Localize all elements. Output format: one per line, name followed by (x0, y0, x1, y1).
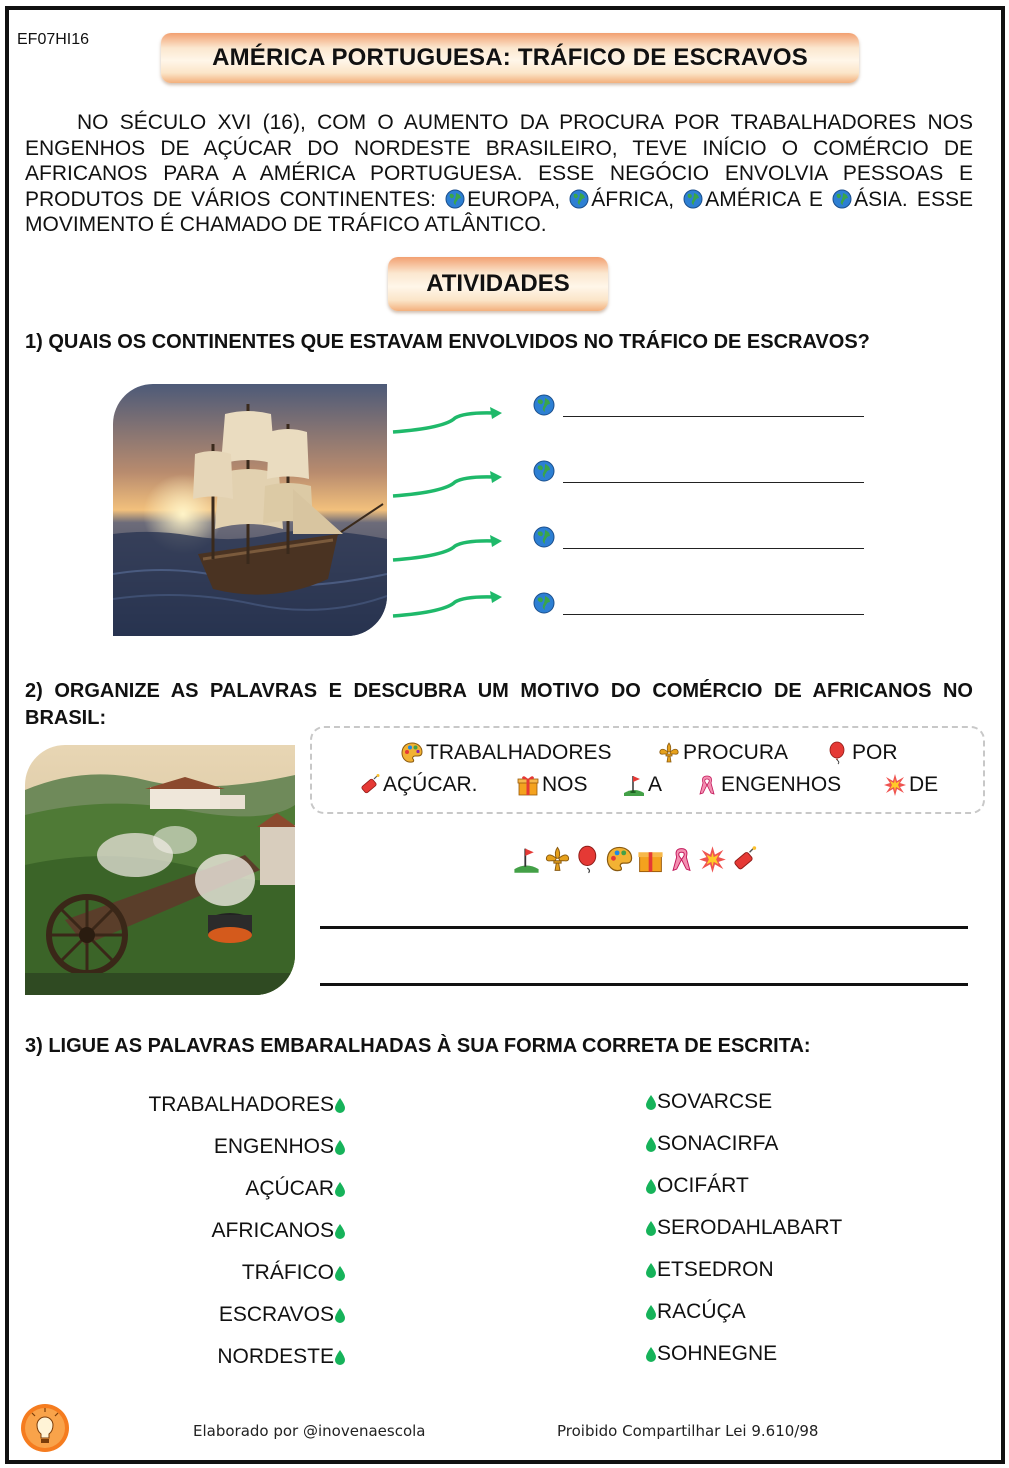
right-word-item[interactable] (645, 1216, 842, 1240)
left-word: NORDESTE (217, 1345, 334, 1368)
globe-icon (533, 526, 555, 548)
left-word: TRABALHADORES (148, 1093, 334, 1116)
left-word: TRÁFICO (241, 1261, 334, 1284)
answer-blank-4[interactable] (563, 596, 864, 615)
droplet-icon[interactable] (645, 1262, 657, 1278)
continent-america: AMÉRICA E (705, 187, 823, 211)
left-word-item[interactable] (219, 1303, 346, 1327)
word-a[interactable] (622, 773, 662, 797)
right-word: RACÚÇA (657, 1300, 746, 1323)
gift-icon (636, 845, 665, 874)
globe-icon (569, 189, 589, 209)
activities-heading: ATIVIDADES (388, 257, 608, 311)
droplet-icon[interactable] (645, 1136, 657, 1152)
globe-icon (445, 189, 465, 209)
gift-icon (516, 773, 540, 797)
droplet-icon[interactable] (334, 1223, 346, 1239)
droplet-icon[interactable] (645, 1220, 657, 1236)
arrow-1 (393, 413, 495, 432)
emoji-sequence (512, 845, 758, 874)
droplet-icon[interactable] (334, 1265, 346, 1281)
intro-text-1: NO SÉCULO XVI (16), COM O AUMENTO DA PROCURA POR TRABALHADORES NOS ENGENHOS DE AÇÚCAR DO NORDESTE BRASILEIRO, TEVE INÍCIO O COMÉRCIO DE AFRICANOS PARA A AMÉRICA PORTUGUESA. ESSE NEGÓCIO ENVOLVIA PESSOAS E PRODUTOS DE VÁRIOS CONTINENTES: (25, 111, 973, 211)
left-word: AFRICANOS (211, 1219, 334, 1242)
left-word-item[interactable] (211, 1219, 346, 1243)
globe-icon (683, 189, 703, 209)
word-engenhos[interactable] (695, 773, 841, 797)
sugar-mill-image (25, 745, 295, 995)
right-word: ETSEDRON (657, 1258, 774, 1281)
question-3: 3) LIGUE AS PALAVRAS EMBARALHADAS À SUA FORMA CORRETA DE ESCRITA: (25, 1035, 811, 1057)
right-word: SONACIRFA (657, 1132, 779, 1155)
answer-line-1[interactable] (320, 926, 968, 929)
firecracker-icon (729, 845, 758, 874)
droplet-icon[interactable] (334, 1181, 346, 1197)
droplet-icon[interactable] (645, 1178, 657, 1194)
footer-author: Elaborado por @inovenaescola (193, 1422, 426, 1440)
left-word-item[interactable] (148, 1093, 346, 1117)
droplet-icon[interactable] (645, 1094, 657, 1110)
globe-icon (533, 460, 555, 482)
answer-blank-2[interactable] (563, 464, 864, 483)
left-word-item[interactable] (245, 1177, 346, 1201)
palette-icon (605, 845, 634, 874)
right-word-item[interactable] (645, 1300, 746, 1324)
word-procura[interactable] (657, 741, 788, 765)
balloon-icon (826, 741, 850, 765)
droplet-icon[interactable] (645, 1304, 657, 1320)
arrow-2 (393, 477, 495, 496)
right-word: OCIFÁRT (657, 1174, 749, 1197)
word-acucar[interactable] (357, 773, 478, 797)
right-word: SOVARCSE (657, 1090, 773, 1113)
right-word-item[interactable] (645, 1258, 774, 1282)
collision-icon (698, 845, 727, 874)
right-word: SOHNEGNE (657, 1342, 778, 1365)
answer-line-2[interactable] (320, 983, 968, 986)
arrows-group (390, 400, 505, 625)
collision-icon (883, 773, 907, 797)
droplet-icon[interactable] (334, 1349, 346, 1365)
question-1: 1) QUAIS OS CONTINENTES QUE ESTAVAM ENVOLVIDOS NO TRÁFICO DE ESCRAVOS? (25, 331, 870, 353)
ribbon-icon (695, 773, 719, 797)
right-word-item[interactable] (645, 1132, 778, 1156)
word-label: ENGENHOS (721, 773, 842, 796)
firecracker-icon (357, 773, 381, 797)
golf-icon (622, 773, 646, 797)
word-label: POR (852, 741, 898, 764)
right-word: SERODAHLABART (657, 1216, 843, 1239)
question-2: 2) ORGANIZE AS PALAVRAS E DESCUBRA UM MOTIVO DO COMÉRCIO DE AFRICANOS NO BRASIL: (25, 680, 973, 729)
droplet-icon[interactable] (334, 1139, 346, 1155)
left-word: AÇÚCAR (245, 1177, 334, 1200)
right-word-item[interactable] (645, 1090, 772, 1114)
continent-africa: ÁFRICA, (591, 187, 675, 211)
footer-legal: Proibido Compartilhar Lei 9.610/98 (557, 1422, 819, 1440)
fleur-de-lis-icon (543, 845, 572, 874)
word-trabalhadores[interactable] (400, 741, 612, 765)
balloon-icon (574, 845, 603, 874)
answer-blank-1[interactable] (563, 398, 864, 417)
word-label: PROCURA (683, 741, 789, 764)
ribbon-icon (667, 845, 696, 874)
page-title: AMÉRICA PORTUGUESA: TRÁFICO DE ESCRAVOS (161, 33, 859, 83)
word-label: A (648, 773, 663, 796)
continent-asia: ÁSIA. (854, 187, 908, 211)
word-label: DE (909, 773, 939, 796)
ship-image (113, 384, 387, 636)
intro-text-2: ESSE MOVIMENTO É CHAMADO DE TRÁFICO ATLÂNTICO. (25, 187, 973, 237)
right-word-item[interactable] (645, 1342, 777, 1366)
word-nos[interactable] (516, 773, 588, 797)
palette-icon (400, 741, 424, 765)
left-word: ESCRAVOS (218, 1303, 334, 1326)
globe-icon (832, 189, 852, 209)
intro-paragraph (25, 110, 973, 238)
left-word-item[interactable] (214, 1135, 346, 1159)
curriculum-code: EF07HI16 (17, 31, 90, 48)
arrow-3 (393, 541, 495, 560)
left-word-item[interactable] (217, 1345, 346, 1369)
droplet-icon[interactable] (334, 1097, 346, 1113)
lightbulb-logo-icon (20, 1403, 70, 1453)
arrow-4 (393, 597, 495, 616)
globe-icon (533, 394, 555, 416)
word-label: NOS (542, 773, 588, 796)
continent-europa: EUROPA, (467, 187, 561, 211)
word-por[interactable] (826, 741, 898, 765)
word-label: TRABALHADORES (426, 741, 612, 764)
word-de[interactable] (883, 773, 938, 797)
word-bank (310, 726, 985, 814)
right-word-item[interactable] (645, 1174, 749, 1198)
word-label: AÇÚCAR. (383, 773, 478, 796)
left-word: ENGENHOS (213, 1135, 334, 1158)
golf-icon (512, 845, 541, 874)
answer-blank-3[interactable] (563, 530, 864, 549)
left-word-item[interactable] (242, 1261, 346, 1285)
droplet-icon[interactable] (645, 1346, 657, 1362)
globe-icon (533, 592, 555, 614)
fleur-de-lis-icon (657, 741, 681, 765)
droplet-icon[interactable] (334, 1307, 346, 1323)
